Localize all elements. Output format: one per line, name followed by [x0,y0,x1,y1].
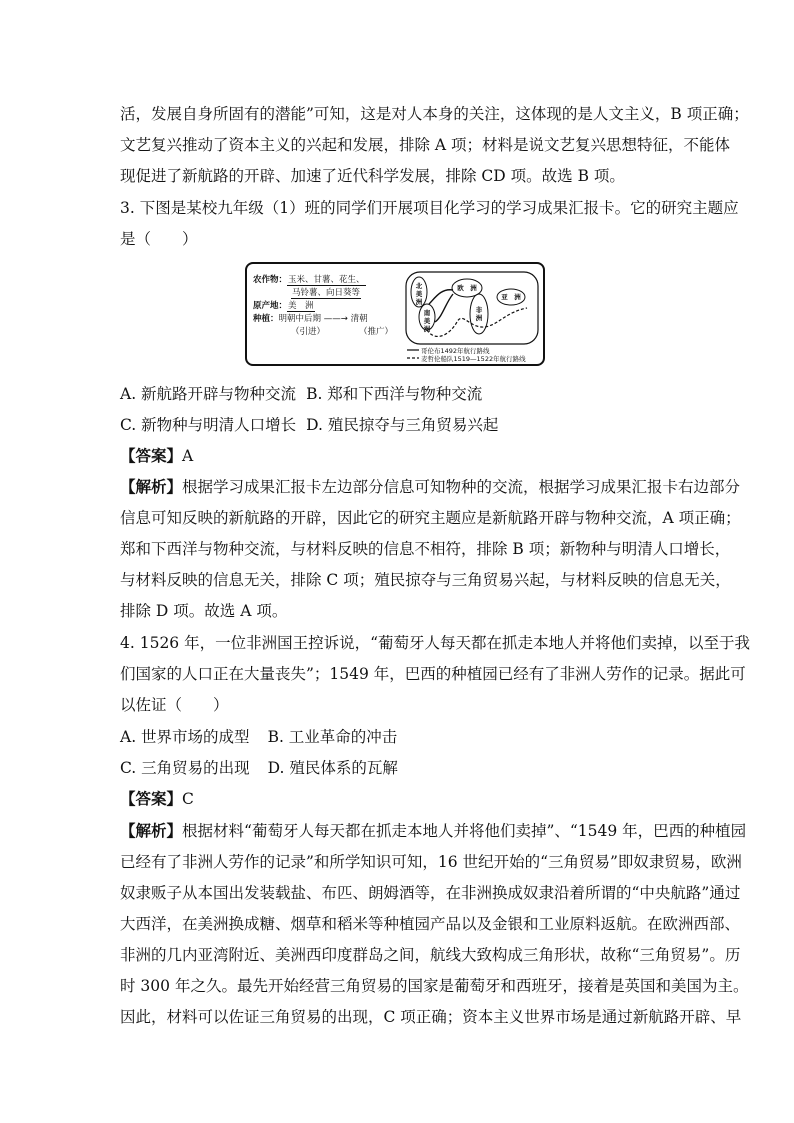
analysis-text: 信息可知反映的新航路的开辟，因此它的研究主题应是新航路开辟与物种交流，A 项正确； [120,509,741,527]
question-4-stem: 以佐证（ ） [120,696,229,714]
legend-columbus: 哥伦布1492年航行路线 [421,347,490,355]
continent-asia: 亚 洲 [501,293,521,301]
continent-europe: 欧 洲 [457,284,477,292]
option-b: B. 工业革命的冲击 [267,728,398,746]
plant-to: 清朝 [350,314,368,324]
question-3-stem: 是（ ） [120,230,198,248]
analysis-text: 根据学习成果汇报卡左边部分信息可知物种的交流，根据学习成果汇报卡右边部分 [182,478,741,496]
analysis-text: 非洲的几内亚湾附近、美洲西印度群岛之间，航线大致构成三角形状，故称“三角贸易”。历 [120,946,741,964]
question-3-analysis [120,477,740,497]
question-4-options-row [120,727,397,747]
answer-tag: 【答案】 [120,789,183,808]
arrow-icon: ——→ [321,314,351,324]
question-3-options-row [120,415,498,435]
option-d: D. 殖民体系的瓦解 [267,759,398,777]
plant-label: 种植： [253,314,279,324]
analysis-text: 奴隶贩子从本国出发装载盐、布匹、朗姆酒等，在非洲换成奴隶沿着所谓的“中央航路”通过 [120,884,741,902]
intro-note: （引进） [291,327,326,337]
crops-value: 玉米、甘薯、花生、 [288,275,365,285]
text-line: 文艺复兴推动了资本主义的兴起和发展，排除 A 项；材料是说文艺复兴思想特征，不能体 [120,136,731,154]
origin-value: 美 洲 [288,301,314,311]
answer-value: C [182,790,194,808]
analysis-text: 郑和下西洋与物种交流，与材料反映的信息不相符，排除 B 项；新物种与明清人口增长， [120,540,731,558]
question-4-answer [120,789,194,809]
answer-tag: 【答案】 [120,446,183,465]
analysis-text: 已经有了非洲人劳作的记录”和所学知识可知，16 世纪开始的“三角贸易”即奴隶贸易，欧洲 [120,853,742,871]
option-a: A. 世界市场的成型 [120,728,250,746]
analysis-tag: 【解析】 [120,477,183,496]
voyage-map [405,270,541,362]
analysis-text: 因此，材料可以佐证三角贸易的出现，C 项正确；资本主义世界市场是通过新航路开辟、早 [120,1008,742,1026]
question-4-stem: 4. 1526 年，一位非洲国王控诉说，“葡萄牙人每天都在抓走本地人并将他们卖掉，以至于我 [120,634,751,652]
analysis-text: 与材料反映的信息无关，排除 C 项；殖民掠夺与三角贸易兴起，与材料反映的信息无关， [120,571,731,589]
text-line: 活，发展自身所固有的潜能”可知，这是对人本身的关注，这体现的是人文主义，B 项正确； [120,105,749,123]
report-card-left [253,274,403,339]
legend-magellan: 麦哲伦船队1519—1522年航行路线 [421,355,526,363]
question-4-options-row [120,758,398,778]
question-3-answer [120,446,193,466]
continent-north-america: 北美洲 [415,282,423,306]
plant-from: 明朝中后期 [278,314,322,324]
question-4-analysis [120,821,746,841]
promote-note: （推广） [359,327,394,337]
analysis-text: 大西洋，在美洲换成糖、烟草和稻米等种植园产品以及金银和工业原料返航。在欧洲西部、 [120,915,741,933]
option-b: B. 郑和下西洋与物种交流 [306,385,483,403]
text-line: 现促进了新航路的开辟、加速了近代科学发展，排除 CD 项。故选 B 项。 [120,167,625,185]
answer-value: A [182,447,194,465]
origin-label: 原产地： [253,301,288,311]
continent-south-america: 南美洲 [423,309,431,333]
option-c: C. 新物种与明清人口增长 [120,416,297,434]
continent-africa: 非洲 [475,306,483,322]
crops-value: 马铃薯、向日葵等 [292,288,361,298]
analysis-text: 根据材料“葡萄牙人每天都在抓走本地人并将他们卖掉”、“1549 年，巴西的种植园 [182,822,747,840]
analysis-text: 时 300 年之久。最先开始经营三角贸易的国家是葡萄牙和西班牙，接着是英国和美国为主。 [120,977,749,995]
option-d: D. 殖民掠夺与三角贸易兴起 [306,416,499,434]
option-c: C. 三角贸易的出现 [120,759,250,777]
option-a: A. 新航路开辟与物种交流 [120,385,297,403]
analysis-text: 排除 D 项。故选 A 项。 [120,602,288,620]
study-report-card-figure [245,262,545,366]
analysis-tag: 【解析】 [120,821,183,840]
crops-label: 农作物： [253,275,288,285]
question-3-options-row [120,384,482,404]
question-3-stem: 3. 下图是某校九年级（1）班的同学们开展项目化学习的学习成果汇报卡。它的研究主题应 [120,199,739,217]
question-4-stem: 们国家的人口正在大量丧失”；1549 年，巴西的种植园已经有了非洲人劳作的记录。据此可 [120,665,746,683]
